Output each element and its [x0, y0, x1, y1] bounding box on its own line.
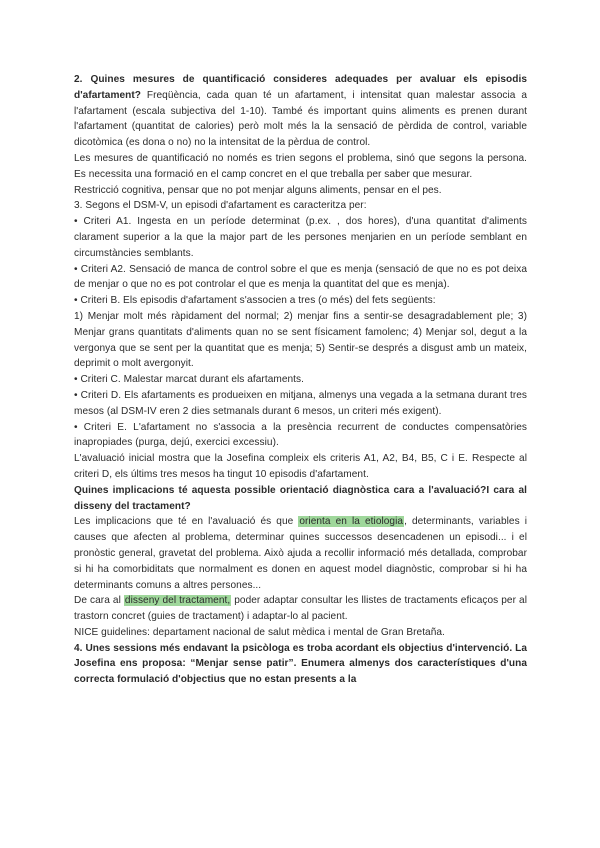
- highlight-etiologia: orienta en la etiologia: [299, 516, 404, 528]
- design-paragraph: [74, 593, 527, 625]
- question-2-paragraph: [74, 72, 527, 151]
- question-2-answer: Freqüència, cada quan té un afartament, i intensitat quan malestar associa a l'afartament (escala subjectiva del 1-10). També és important quins aliments es prenen durant l'afartament (quantitat de calories) però molt més la la sensació de pèrdida de control, variable dicotòmica (es dona o no) no la intensitat de la pèrdua de control.: [74, 89, 527, 149]
- criterion-d: • Criteri D. Els afartaments es produeixen en mitjana, almenys una vegada a la setmana durant tres mesos (al DSM-IV eren 2 dies setmanals durant 6 mesos, un criteri més exigent).: [74, 389, 527, 417]
- criterion-a1: • Criteri A1. Ingesta en un període determinat (p.ex. , dos hores), d'una quantitat d'aliments clarament superior a la que la major part de les persones menjarien en un període semblant en circumstàncies semblants.: [74, 216, 527, 259]
- criterion-e: • Criteri E. L'afartament no s'associa a la presència recurrent de conductes compensatòries inapropiades (purga, dejú, exercici excessiu).: [74, 421, 527, 449]
- question-4: 4. Unes sessions més endavant la psicòloga es troba acordant els objectius d'intervenció. La Josefina ens proposa: “Menjar sense patir”. Enumera almenys dos característiques d'una correcta formulació d'objectius que no estan presents a la: [74, 642, 527, 686]
- initial-evaluation-paragraph: L'avaluació inicial mostra que la Josefina compleix els criteris A1, A2, B4, B5, C i E. Respecte al criteri D, els últims tres mesos ha tingut 10 episodis d'afartament.: [74, 453, 527, 480]
- implications-pre: Les implicacions que té en l'avaluació és que: [74, 516, 299, 528]
- design-post: poder adaptar consultar les llistes de tractaments eficaços per al trastorn concret (guies de tractament) i adaptar-lo al pacient.: [74, 595, 527, 623]
- implications-question: Quines implicacions té aquesta possible orientació diagnòstica cara a l'avaluació?I cara al disseny del tractament?: [74, 484, 527, 512]
- criterion-c: • Criteri C. Malestar marcat durant els afartaments.: [74, 374, 304, 386]
- criterion-a2: • Criteri A2. Sensació de manca de control sobre el que es menja (sensació de que no es pot deixa de menjar o que no es pot controlar el que es menja la quantitat del que es menja).: [74, 263, 527, 291]
- question-2-heading: 2. Quines mesures de quantificació consideres adequades per avaluar els episodis d'afartament?: [74, 74, 527, 101]
- question-3-intro: 3. Segons el DSM-V, un episodi d'afartament es caracteritza per:: [74, 200, 367, 212]
- nice-paragraph: NICE guidelines: departament nacional de salut mèdica i mental de Gran Bretaña.: [74, 626, 445, 638]
- measures-paragraph: Les mesures de quantificació no només es trien segons el problema, sinó que segons la persona. Es necessita una formació en el camp concret en el que treballa per saber que mesurar.: [74, 152, 527, 180]
- design-pre: De cara al: [74, 595, 124, 607]
- criterion-b: • Criteri B. Els episodis d'afartament s'associen a tres (o més) del fets següents:: [74, 295, 436, 307]
- document-body: [74, 72, 527, 688]
- criterion-b-list: 1) Menjar molt més ràpidament del normal; 2) menjar fins a sentir-se desagradablement ple; 3) Menjar grans quantitats d'aliments quan no se sent físicament famolenc; 4) Menjar sol, degut a la vergonya que se sent per la quantitat que es menja; 5) Sentir-se després a disgust amb un mateix, deprimit o molt avergonyit.: [74, 310, 527, 370]
- implications-post: , determinants, variables i causes que afecten al problema, determinar quines successos desencadenen un episodi... i el pronòstic general, gravetat del problema. Això ajuda a recollir informació més detallada, comprobar si hi ha comorbiditats que normalment es donen en aquest model diagnòstic, comprobar si hi ha determinants comuns a altres persones...: [74, 516, 528, 591]
- highlight-disseny: disseny del tractament,: [124, 595, 231, 607]
- implications-paragraph: [74, 514, 527, 593]
- restriction-paragraph: Restricció cognitiva, pensar que no pot menjar alguns aliments, pensar en el pes.: [74, 184, 442, 196]
